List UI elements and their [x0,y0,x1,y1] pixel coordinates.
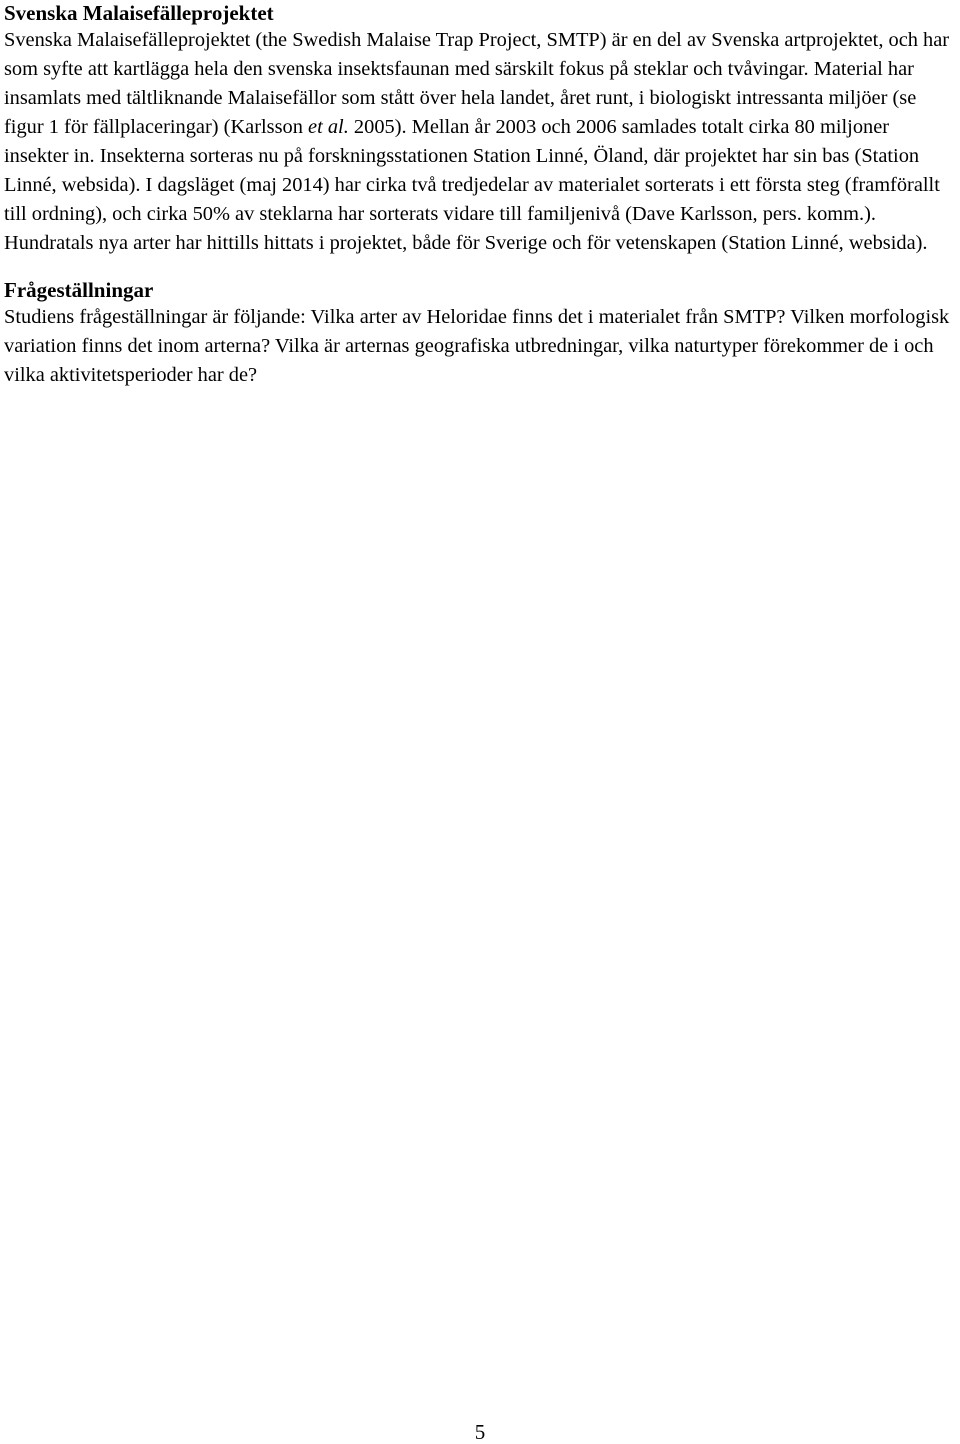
paragraph-text-part-1: Svenska Malaisefälleprojektet (the Swedish Malaise Trap Project, SMTP) är en del av Svenska artprojektet, och har som syfte att kartlägga hela den svenska insektsfaunan med särskilt fokus på steklar och tvåvingar. Material har insamlats med tältliknande Malaisefällor som stått över hela landet, året runt, i biologiskt intressanta miljöer (se figur 1 för fällplaceringar) (Karlsson [4,29,950,138]
section-title-research-questions: Frågeställningar [4,278,154,302]
section-title-malaise-project: Svenska Malaisefälleprojektet [4,1,274,25]
paragraph-italic-citation: et al. [308,116,349,138]
section-paragraph-research-questions: Studiens frågeställningar är följande: Vilka arter av Heloridae finns det i materialet från SMTP? Vilken morfologisk variation finns det inom arterna? Vilka är arternas geografiska utbredningar, vilka naturtyper förekommer de i och vilka aktivitetsperioder har de? [4,306,950,386]
document-page [4,0,954,390]
section-paragraph-malaise-project [4,26,954,258]
paragraph-text-part-2: 2005). Mellan år 2003 och 2006 samlades totalt cirka 80 miljoner insekter in. Insekterna sorteras nu på forskningsstationen Station Linné, Öland, där projektet har sin bas (Station Linné, websida). I dagsläget (maj 2014) har cirka två tredjedelar av materialet sorterats i ett första steg (framförallt till ordning), och cirka 50% av steklarna har sorterats vidare till familjenivå (Dave Karlsson, pers. komm.). Hundratals nya arter har hittills hittats i projektet, både för Sverige och för vetenskapen (Station Linné, websida). [4,116,940,254]
page-number: 5 [474,1420,486,1444]
